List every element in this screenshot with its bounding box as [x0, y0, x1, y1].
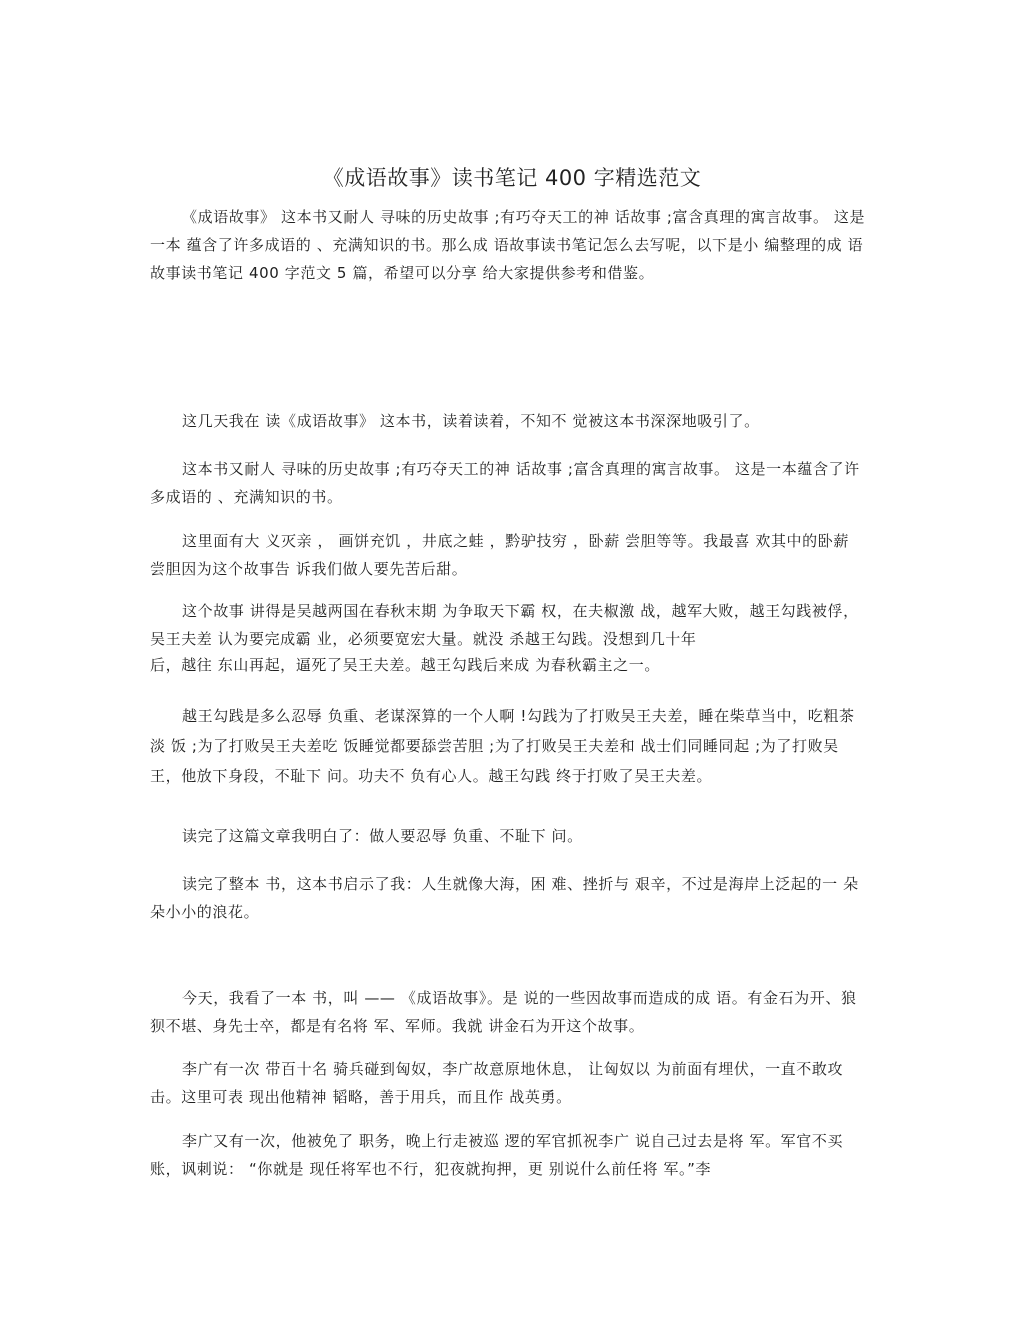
intro-paragraph: 《成语故事》 这本书又耐人 寻味的历史故事 ;有巧夺天工的神 话故事 ;富含真理的寓言故事。 这是一本 蕴含了许多成语的 、充满知识的书。那么成 语故事读书笔记怎么去写呢，以下是小 编整理的成 语故事读书笔记 400 字范文 5 篇，希望可以分享 给大家提供参考和借鉴。 — [150, 208, 866, 282]
essay1-paragraph-1: 这几天我在 读《成语故事》 这本书，读着读着，不知不 觉被这本书深深地吸引了。 — [182, 412, 760, 430]
essay1-paragraph-6: 越王勾践是多么忍辱 负重、老谋深算的一个人啊 !勾践为了打败吴王夫差，睡在柴草当中，吃粗茶淡 饭 ;为了打败吴王夫差吃 饭睡觉都要舔尝苦胆 ;为了打败吴王夫差和 战士们同睡同起 ;为了打败吴王，他放下身段，不耻下 问。功夫不 负有心人。越王勾践 终于打败了吴王夫差。 — [150, 707, 855, 785]
essay1-paragraph-4: 这个故事 讲得是吴越两国在春秋末期 为争取天下霸 权，在夫椒激 战，越军大败，越王勾践被俘，吴王夫差 认为要完成霸 业，必须要宽宏大量。就没 杀越王勾践。没想到几十年 — [150, 602, 859, 648]
document-title: 《成语故事》读书笔记 400 字精选范文 — [322, 166, 702, 190]
essay2-paragraph-1: 今天，我看了一本 书，叫 —— 《成语故事》。是 说的一些因故事而造成的成 语。有金石为开、狼狈不堪、身先士卒，都是有名将 军、军师。我就 讲金石为开这个故事。 — [150, 989, 857, 1035]
essay2-paragraph-3: 李广又有一次，他被免了 职务，晚上行走被巡 逻的军官抓祝李广 说自己过去是将 军。军官不买账，讽刺说： “你就是 现任将军也不行，犯夜就拘押，更 别说什么前任将 军。”李 — [150, 1132, 844, 1178]
essay1-paragraph-3: 这里面有大 义灭亲 ， 画饼充饥 ，井底之蛙 ，黔驴技穷 ，卧薪 尝胆等等。我最喜 欢其中的卧薪 尝胆因为这个故事告 诉我们做人要先苦后甜。 — [150, 532, 855, 578]
essay1-paragraph-7: 读完了这篇文章我明白了：做人要忍辱 负重、不耻下 问。 — [182, 827, 583, 845]
essay1-paragraph-2: 这本书又耐人 寻味的历史故事 ;有巧夺天工的神 话故事 ;富含真理的寓言故事。 这是一本蕴含了许多成语的 、充满知识的书。 — [150, 460, 860, 506]
essay1-paragraph-8: 读完了整本 书，这本书启示了我：人生就像大海，困 难、挫折与 艰辛，不过是海岸上泛起的一 朵朵小小的浪花。 — [150, 875, 859, 921]
essay2-paragraph-2: 李广有一次 带百十名 骑兵碰到匈奴，李广故意原地休息， 让匈奴以 为前面有埋伏，一直不敢攻 击。这里可表 现出他精神 韬略，善于用兵，而且作 战英勇。 — [150, 1060, 849, 1106]
essay1-paragraph-5: 后，越往 东山再起，逼死了吴王夫差。越王勾践后来成 为春秋霸主之一。 — [150, 656, 660, 674]
